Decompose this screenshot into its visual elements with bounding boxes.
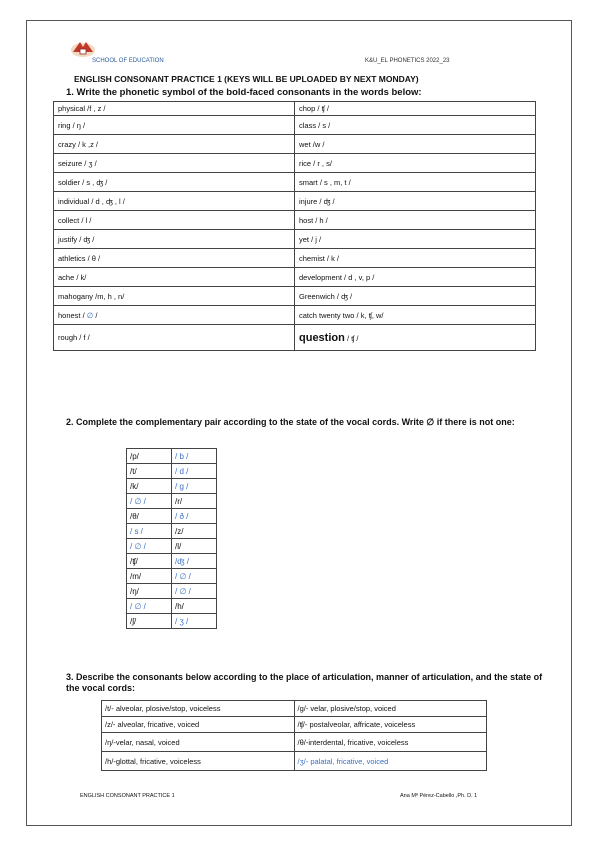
table-row bbox=[102, 752, 487, 771]
table-cell: / ∅ / bbox=[172, 584, 217, 599]
school-name: SCHOOL OF EDUCATION bbox=[92, 58, 164, 64]
table-row bbox=[54, 192, 536, 211]
table-row bbox=[127, 599, 217, 614]
table-cell: individual / d , ʤ , l / bbox=[54, 192, 295, 211]
table-row bbox=[54, 249, 536, 268]
table-row bbox=[102, 733, 487, 752]
table-cell: smart / s , m, t / bbox=[295, 173, 536, 192]
table-cell: seizure / ʒ / bbox=[54, 154, 295, 173]
table-row bbox=[102, 717, 487, 733]
table-cell: / ∅ / bbox=[127, 539, 172, 554]
table-cell: / ∅ / bbox=[127, 599, 172, 614]
table-cell: host / h / bbox=[295, 211, 536, 230]
table-row bbox=[54, 306, 536, 325]
table-cell: justify / ʤ / bbox=[54, 230, 295, 249]
section3-table bbox=[101, 700, 487, 771]
table-row bbox=[127, 479, 217, 494]
cell-label: honest / bbox=[58, 310, 87, 320]
table-cell: catch twenty two / k, ʧ, w/ bbox=[295, 306, 536, 325]
table-cell: /ŋ/-velar, nasal, voiced bbox=[102, 733, 295, 752]
table-cell: rice / r , s/ bbox=[295, 154, 536, 173]
table-cell: /h/-glottal, fricative, voiceless bbox=[102, 752, 295, 771]
table-cell: /p/ bbox=[127, 449, 172, 464]
table-row bbox=[54, 287, 536, 306]
table-cell: / d / bbox=[172, 464, 217, 479]
table-cell: /t/- alveolar, plosive/stop, voiceless bbox=[102, 701, 295, 717]
section3-heading: 3. Describe the consonants below according to the place of articulation, manner of articulation, and the state of the vocal cords: bbox=[66, 672, 543, 693]
table-cell: /l/ bbox=[172, 539, 217, 554]
table-cell: /ʧ/- postalveolar, affricate, voiceless bbox=[294, 717, 487, 733]
answer-text: / ʧ / bbox=[346, 333, 359, 343]
table-cell: ring / ŋ / bbox=[54, 116, 295, 135]
table-cell bbox=[295, 325, 536, 351]
answer-text: question bbox=[299, 331, 345, 344]
table-cell: /ʧ/ bbox=[127, 554, 172, 569]
table-cell: /k/ bbox=[127, 479, 172, 494]
section2-heading: 2. Complete the complementary pair according to the state of the vocal cords. Write ∅ if there is not one: bbox=[66, 417, 515, 427]
answer-text: / bbox=[93, 310, 98, 320]
footer-left: ENGLISH CONSONANT PRACTICE 1 bbox=[80, 793, 175, 799]
table-cell: physical /f , z / bbox=[54, 102, 295, 116]
table-cell: /θ/-interdental, fricative, voiceless bbox=[294, 733, 487, 752]
table-cell: / ð / bbox=[172, 509, 217, 524]
table-row bbox=[127, 539, 217, 554]
table-row bbox=[54, 135, 536, 154]
table-cell: athletics / θ / bbox=[54, 249, 295, 268]
table-cell: collect / l / bbox=[54, 211, 295, 230]
table-cell: /z/- alveolar, fricative, voiced bbox=[102, 717, 295, 733]
table-row bbox=[127, 464, 217, 479]
table-row bbox=[127, 554, 217, 569]
table-row bbox=[54, 211, 536, 230]
table-cell: /θ/ bbox=[127, 509, 172, 524]
table-row bbox=[127, 449, 217, 464]
table-cell: /h/ bbox=[172, 599, 217, 614]
table-cell: crazy / k ,z / bbox=[54, 135, 295, 154]
table-cell: /ʃ/ bbox=[127, 614, 172, 629]
table-cell: soldier / s , ʤ / bbox=[54, 173, 295, 192]
table-row bbox=[127, 569, 217, 584]
table-cell: development / d , v, p / bbox=[295, 268, 536, 287]
table-cell bbox=[54, 306, 295, 325]
table-cell: chemist / k / bbox=[295, 249, 536, 268]
table-cell: / ∅ / bbox=[172, 569, 217, 584]
table-cell: /z/ bbox=[172, 524, 217, 539]
section1-heading: 1. Write the phonetic symbol of the bold-faced consonants in the words below: bbox=[66, 87, 422, 98]
table-row bbox=[54, 268, 536, 287]
table-cell: mahogany /m, h , n/ bbox=[54, 287, 295, 306]
table-cell: /t/ bbox=[127, 464, 172, 479]
section2-table bbox=[126, 448, 217, 629]
table-row bbox=[102, 701, 487, 717]
table-row bbox=[127, 584, 217, 599]
table-row bbox=[54, 154, 536, 173]
answer-text: ∅ bbox=[86, 310, 94, 320]
table-cell: chop / ʧ / bbox=[295, 102, 536, 116]
table-cell: injure / ʤ / bbox=[295, 192, 536, 211]
table-row bbox=[54, 173, 536, 192]
table-cell: Greenwich / ʤ / bbox=[295, 287, 536, 306]
table-row bbox=[127, 509, 217, 524]
table-cell: / s / bbox=[127, 524, 172, 539]
footer-right: Ana Mª Pérez-Cabello ,Ph. D. 1 bbox=[400, 793, 478, 799]
table-cell: /m/ bbox=[127, 569, 172, 584]
table-cell: / ʒ / bbox=[172, 614, 217, 629]
table-cell: / ∅ / bbox=[127, 494, 172, 509]
table-row bbox=[54, 325, 536, 351]
table-row bbox=[54, 230, 536, 249]
table-cell: / g / bbox=[172, 479, 217, 494]
table-row bbox=[127, 524, 217, 539]
section1-table bbox=[53, 101, 536, 351]
table-row bbox=[127, 614, 217, 629]
course-code: K&U_EL PHONETICS 2022_23 bbox=[365, 58, 450, 64]
table-cell: /g/- velar, plosive/stop, voiced bbox=[294, 701, 487, 717]
table-cell: ache / k/ bbox=[54, 268, 295, 287]
table-cell: /ʤ / bbox=[172, 554, 217, 569]
page-title: ENGLISH CONSONANT PRACTICE 1 (KEYS WILL BE UPLOADED BY NEXT MONDAY) bbox=[74, 74, 419, 84]
table-cell: /r/ bbox=[172, 494, 217, 509]
table-cell: yet / j / bbox=[295, 230, 536, 249]
university-logo bbox=[70, 38, 96, 58]
table-cell: wet /w / bbox=[295, 135, 536, 154]
table-row bbox=[54, 116, 536, 135]
table-row bbox=[54, 102, 536, 116]
table-cell: / b / bbox=[172, 449, 217, 464]
table-cell: class / s / bbox=[295, 116, 536, 135]
table-cell: /ʒ/- palatal, fricative, voiced bbox=[294, 752, 487, 771]
table-cell: /ŋ/ bbox=[127, 584, 172, 599]
table-cell: rough / f / bbox=[54, 325, 295, 351]
table-row bbox=[127, 494, 217, 509]
